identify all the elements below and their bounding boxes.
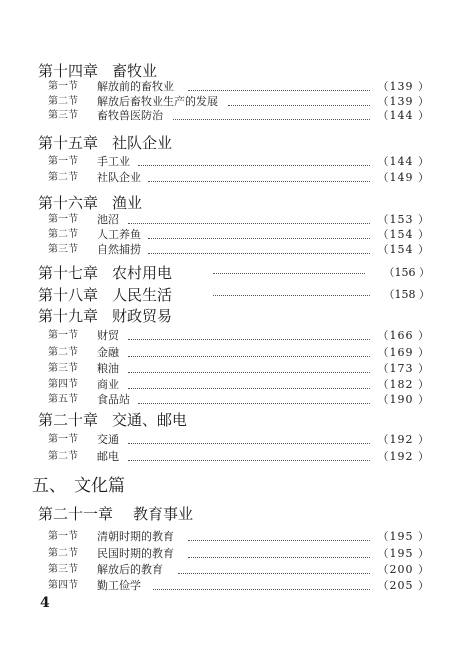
dot-leader — [128, 223, 370, 224]
page-ref: （158 ） — [383, 288, 430, 301]
part-heading — [32, 476, 133, 496]
section-number: 第二节 — [48, 347, 78, 358]
toc-entry[interactable] — [48, 547, 430, 561]
page-ref: （205 ） — [377, 579, 430, 592]
chapter-number: 第十四章 — [38, 62, 99, 80]
toc-entry[interactable] — [48, 378, 430, 392]
section-number: 第二节 — [48, 172, 78, 183]
section-title: 食品站 — [97, 393, 130, 406]
chapter-title: 人民生活 — [112, 286, 173, 304]
page-ref: （149 ） — [377, 171, 430, 184]
section-number: 第四节 — [48, 379, 78, 390]
dot-leader — [148, 253, 370, 254]
dot-leader — [128, 356, 370, 357]
chapter-title: 教育事业 — [133, 505, 194, 523]
section-number: 第一节 — [48, 330, 78, 341]
chapter-title: 社队企业 — [112, 134, 173, 152]
section-number: 第一节 — [48, 156, 78, 167]
page-ref: （182 ） — [377, 378, 430, 391]
toc-entry[interactable] — [48, 346, 430, 360]
toc-entry[interactable] — [48, 433, 430, 447]
page-ref: （192 ） — [377, 433, 430, 446]
section-number: 第四节 — [48, 580, 78, 591]
dot-leader — [228, 105, 370, 106]
section-number: 第五节 — [48, 394, 78, 405]
dot-leader — [128, 443, 370, 444]
chapter-number: 第二十一章 — [38, 505, 114, 523]
toc-entry[interactable] — [48, 109, 430, 123]
page-ref: （200 ） — [377, 563, 430, 576]
dot-leader — [128, 460, 370, 461]
chapter-number: 第十八章 — [38, 286, 99, 304]
section-number: 第二节 — [48, 96, 78, 107]
section-title: 邮电 — [97, 450, 119, 463]
part-number: 五、 — [32, 476, 66, 496]
dot-leader — [128, 339, 370, 340]
page-ref: （166 ） — [377, 329, 430, 342]
toc-entry[interactable] — [48, 213, 430, 227]
page-ref: （195 ） — [377, 530, 430, 543]
page-ref: （156 ） — [383, 266, 430, 279]
section-title: 池沼 — [97, 213, 119, 226]
dot-leader — [128, 372, 370, 373]
section-title: 勤工俭学 — [97, 579, 141, 592]
section-number: 第二节 — [48, 451, 78, 462]
section-number: 第二节 — [48, 548, 78, 559]
dot-leader — [188, 557, 370, 558]
section-title: 解放前的畜牧业 — [97, 80, 174, 93]
chapter-heading — [38, 62, 430, 80]
dot-leader — [188, 540, 370, 541]
page-ref: （173 ） — [377, 362, 430, 375]
toc-entry[interactable] — [48, 95, 430, 109]
page-ref: （153 ） — [377, 213, 430, 226]
chapter-number: 第十六章 — [38, 194, 99, 212]
section-title: 手工业 — [97, 155, 130, 168]
section-title: 解放后畜牧业生产的发展 — [97, 95, 218, 108]
toc-entry[interactable] — [48, 171, 430, 185]
section-title: 粮油 — [97, 362, 119, 375]
page-ref: （139 ） — [377, 95, 430, 108]
section-title: 金融 — [97, 346, 119, 359]
toc-entry[interactable] — [48, 80, 430, 94]
section-number: 第一节 — [48, 214, 78, 225]
dot-leader — [138, 165, 370, 166]
page-ref: （144 ） — [377, 155, 430, 168]
dot-leader — [178, 573, 370, 574]
chapter-number: 第十五章 — [38, 134, 99, 152]
chapter-heading — [38, 411, 430, 429]
page-ref: （139 ） — [377, 80, 430, 93]
section-title: 财贸 — [97, 329, 119, 342]
section-number: 第一节 — [48, 81, 78, 92]
section-number: 第三节 — [48, 110, 78, 121]
chapter-heading — [38, 194, 430, 212]
dot-leader — [213, 273, 365, 274]
chapter-heading — [38, 505, 430, 523]
chapter-heading[interactable] — [38, 264, 430, 282]
toc-entry[interactable] — [48, 450, 430, 464]
section-title: 交通 — [97, 433, 119, 446]
section-number: 第二节 — [48, 229, 78, 240]
chapter-number: 第二十章 — [38, 411, 99, 429]
section-title: 清朝时期的教育 — [97, 530, 174, 543]
chapter-number: 第十七章 — [38, 264, 99, 282]
chapter-title: 畜牧业 — [112, 62, 158, 80]
section-number: 第三节 — [48, 363, 78, 374]
page-number: 4 — [40, 595, 50, 611]
toc-entry[interactable] — [48, 579, 430, 593]
section-title: 人工养鱼 — [97, 228, 141, 241]
page-ref: （190 ） — [377, 393, 430, 406]
section-title: 社队企业 — [97, 171, 141, 184]
section-title: 民国时期的教育 — [97, 547, 174, 560]
dot-leader — [148, 238, 370, 239]
dot-leader — [138, 403, 370, 404]
dot-leader — [128, 388, 370, 389]
dot-leader — [173, 119, 370, 120]
section-title: 解放后的教育 — [97, 563, 163, 576]
page-ref: （192 ） — [377, 450, 430, 463]
toc-entry[interactable] — [48, 530, 430, 544]
chapter-title: 农村用电 — [112, 264, 173, 282]
dot-leader — [188, 90, 370, 91]
section-number: 第一节 — [48, 434, 78, 445]
toc-entry[interactable] — [48, 155, 430, 169]
chapter-heading — [38, 307, 430, 325]
toc-entry[interactable] — [48, 243, 430, 257]
chapter-heading — [38, 134, 430, 152]
chapter-number: 第十九章 — [38, 307, 99, 325]
dot-leader — [148, 181, 370, 182]
page-ref: （154 ） — [377, 228, 430, 241]
toc-entry[interactable] — [48, 329, 430, 343]
toc-entry[interactable] — [48, 228, 430, 242]
page-ref: （195 ） — [377, 547, 430, 560]
chapter-heading[interactable] — [38, 286, 430, 304]
chapter-title: 交通、邮电 — [112, 411, 188, 429]
chapter-title: 渔业 — [112, 194, 143, 212]
section-number: 第一节 — [48, 531, 78, 542]
page-ref: （169 ） — [377, 346, 430, 359]
page-ref: （144 ） — [377, 109, 430, 122]
part-title: 文化篇 — [74, 476, 125, 496]
toc-entry[interactable] — [48, 563, 430, 577]
section-number: 第三节 — [48, 564, 78, 575]
chapter-title: 财政贸易 — [112, 307, 173, 325]
dot-leader — [153, 589, 370, 590]
section-title: 自然捕捞 — [97, 243, 141, 256]
section-title: 畜牧兽医防治 — [97, 109, 163, 122]
dot-leader — [213, 295, 370, 296]
section-number: 第三节 — [48, 244, 78, 255]
page-ref: （154 ） — [377, 243, 430, 256]
toc-entry[interactable] — [48, 362, 430, 376]
section-title: 商业 — [97, 378, 119, 391]
toc-entry[interactable] — [48, 393, 430, 407]
